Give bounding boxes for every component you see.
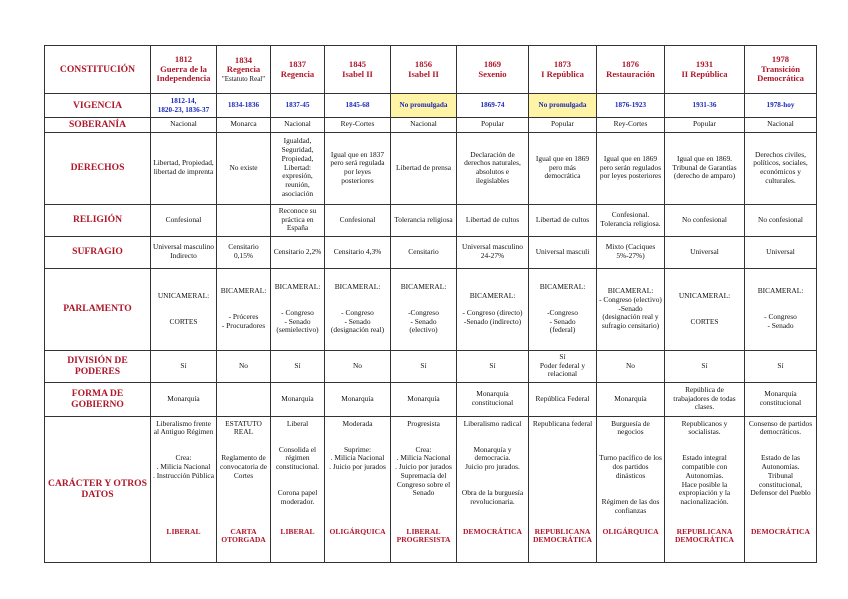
division-cell: Sí bbox=[391, 350, 457, 382]
derechos-cell: Igual que en 1869 pero serán regulados por leyes posteriores bbox=[597, 132, 665, 204]
constitution-year: 1812 bbox=[174, 53, 193, 64]
parlamento-cell: UNICAMERAL: CORTES bbox=[151, 268, 217, 350]
row-caracter bbox=[45, 416, 817, 562]
division-cell: No bbox=[217, 350, 271, 382]
vigencia-cell: 1931-36 bbox=[665, 94, 745, 118]
constitution-header-9 bbox=[745, 46, 817, 94]
forma-cell: Monarquía bbox=[151, 382, 217, 416]
religion-cell bbox=[217, 204, 271, 236]
vigencia-cell: 1978-hoy bbox=[745, 94, 817, 118]
soberania-cell: Popular bbox=[529, 118, 597, 133]
constitution-year: 1978 bbox=[771, 53, 790, 64]
constitution-period: Regencia bbox=[226, 64, 261, 75]
constitution-year: 1876 bbox=[621, 58, 640, 69]
caracter-tag: DEMOCRÁTICA bbox=[462, 526, 523, 536]
soberania-cell: Popular bbox=[665, 118, 745, 133]
caracter-cell bbox=[597, 416, 665, 562]
row-label-religion: RELIGIÓN bbox=[45, 204, 151, 236]
caracter-cell bbox=[271, 416, 325, 562]
religion-cell: No confesional bbox=[745, 204, 817, 236]
caracter-text: ESTATUTO REAL Reglamento de convocatoria de Cortes bbox=[220, 419, 267, 480]
division-cell: Sí bbox=[457, 350, 529, 382]
constitution-period: I República bbox=[541, 68, 584, 79]
caracter-cell bbox=[529, 416, 597, 562]
constitution-header-4 bbox=[391, 46, 457, 94]
row-division bbox=[45, 350, 817, 382]
religion-cell: Tolerancia religiosa bbox=[391, 204, 457, 236]
constitution-header-7 bbox=[597, 46, 665, 94]
constitution-subtitle: "Estatuto Real" bbox=[221, 75, 266, 84]
row-religion bbox=[45, 204, 817, 236]
parlamento-cell: UNICAMERAL: CORTES bbox=[665, 268, 745, 350]
sufragio-cell: Censitario 2,2% bbox=[271, 236, 325, 268]
vigencia-cell: No promulgada bbox=[529, 94, 597, 118]
forma-cell: Monarquía constitucional bbox=[745, 382, 817, 416]
religion-cell: Confesional bbox=[325, 204, 391, 236]
parlamento-cell: BICAMERAL: - Congreso (electivo) -Senado (designación real y sufragio censitario) bbox=[597, 268, 665, 350]
forma-cell: Monarquía bbox=[271, 382, 325, 416]
soberania-cell: Nacional bbox=[151, 118, 217, 133]
derechos-cell: Derechos civiles, políticos, sociales, económicos y culturales. bbox=[745, 132, 817, 204]
constitution-year: 1834 bbox=[234, 54, 253, 65]
derechos-cell: Libertad de prensa bbox=[391, 132, 457, 204]
constitution-period: Isabel II bbox=[408, 68, 439, 79]
row-vigencia bbox=[45, 94, 817, 118]
caracter-text: Republicanos y socialistas. Estado integral compatible con Autonomías. Hace posible la expropiación y la nacionalización. bbox=[678, 419, 731, 507]
row-label-vigencia: VIGENCIA bbox=[45, 94, 151, 118]
division-cell: Sí bbox=[271, 350, 325, 382]
sufragio-cell: Universal bbox=[745, 236, 817, 268]
caracter-text: Republicana federal bbox=[532, 419, 593, 428]
parlamento-cell: BICAMERAL: - Congreso - Senado (semielectivo) bbox=[271, 268, 325, 350]
constitution-year: 1931 bbox=[695, 58, 714, 69]
division-cell: No bbox=[597, 350, 665, 382]
division-cell: Sí bbox=[745, 350, 817, 382]
caracter-cell bbox=[665, 416, 745, 562]
caracter-cell bbox=[217, 416, 271, 562]
constitution-period: Regencia bbox=[280, 68, 315, 79]
parlamento-cell: BICAMERAL: -Congreso - Senado (electivo) bbox=[391, 268, 457, 350]
parlamento-cell: BICAMERAL: - Congreso (directo) -Senado (indirecto) bbox=[457, 268, 529, 350]
derechos-cell: Igual que en 1869 pero más democrática bbox=[529, 132, 597, 204]
row-label-sufragio: SUFRAGIO bbox=[45, 236, 151, 268]
sufragio-cell: Universal bbox=[665, 236, 745, 268]
religion-cell: Libertad de cultos bbox=[529, 204, 597, 236]
row-label-parlamento: PARLAMENTO bbox=[45, 268, 151, 350]
derechos-cell: Igualdad, Seguridad, Propiedad, Libertad: expresión, reunión, asociación bbox=[271, 132, 325, 204]
table-body bbox=[45, 46, 817, 563]
religion-cell: No confesional bbox=[665, 204, 745, 236]
division-cell: No bbox=[325, 350, 391, 382]
forma-cell bbox=[217, 382, 271, 416]
constitution-header-8 bbox=[665, 46, 745, 94]
caracter-tag: OLIGÁRQUICA bbox=[602, 526, 659, 536]
constitution-year: 1869 bbox=[483, 58, 502, 69]
forma-cell: Monarquía bbox=[391, 382, 457, 416]
constitution-header-2 bbox=[271, 46, 325, 94]
division-cell: Sí Poder federal y relacional bbox=[529, 350, 597, 382]
forma-cell: Monarquía bbox=[597, 382, 665, 416]
caracter-text: Liberalismo radical Monarquía y democracia. Juicio pro jurados. Obra de la burguesía revolucionaria. bbox=[461, 419, 524, 507]
soberania-cell: Nacional bbox=[271, 118, 325, 133]
religion-cell: Confesional bbox=[151, 204, 217, 236]
vigencia-cell: 1812-14, 1820-23, 1836-37 bbox=[151, 94, 217, 118]
caracter-cell bbox=[391, 416, 457, 562]
sufragio-cell: Universal masculi bbox=[529, 236, 597, 268]
caracter-tag: LIBERAL bbox=[280, 526, 315, 536]
caracter-text: Burguesía de negocios Turno pacífico de los dos partidos dinásticos Régimen de las dos confianzas bbox=[599, 419, 662, 515]
religion-cell: Reconoce su práctica en España bbox=[271, 204, 325, 236]
constitution-header-6 bbox=[529, 46, 597, 94]
soberania-cell: Nacional bbox=[391, 118, 457, 133]
constitution-year: 1845 bbox=[348, 58, 367, 69]
caracter-text: Consenso de partidos democráticos. Estado de las Autonomías. Tribunal constitucional, Defensor del Pueblo bbox=[748, 419, 813, 498]
row-label-soberania: SOBERANÍA bbox=[45, 118, 151, 133]
caracter-tag: LIBERAL PROGRESISTA bbox=[396, 526, 451, 544]
division-cell: Sí bbox=[151, 350, 217, 382]
caracter-cell bbox=[457, 416, 529, 562]
constitution-period: Guerra de la Independencia bbox=[156, 63, 211, 84]
sufragio-cell: Universal masculino 24-27% bbox=[457, 236, 529, 268]
parlamento-cell: BICAMERAL: - Congreso - Senado (designación real) bbox=[325, 268, 391, 350]
row-sufragio bbox=[45, 236, 817, 268]
forma-cell: Monarquía bbox=[325, 382, 391, 416]
vigencia-cell: No promulgada bbox=[391, 94, 457, 118]
vigencia-cell: 1876-1923 bbox=[597, 94, 665, 118]
soberania-cell: Rey-Cortes bbox=[325, 118, 391, 133]
vigencia-cell: 1837-45 bbox=[271, 94, 325, 118]
row-soberania bbox=[45, 118, 817, 133]
constitution-period: Isabel II bbox=[342, 68, 373, 79]
forma-cell: Monarquía constitucional bbox=[457, 382, 529, 416]
sufragio-cell: Mixto (Caciques 5%-27%) bbox=[597, 236, 665, 268]
vigencia-cell: 1869-74 bbox=[457, 94, 529, 118]
sufragio-cell: Universal masculino Indirecto bbox=[151, 236, 217, 268]
constitution-period: Transición Democrática bbox=[757, 63, 804, 84]
caracter-tag: CARTA OTORGADA bbox=[221, 526, 266, 544]
soberania-cell: Nacional bbox=[745, 118, 817, 133]
row-label-forma: FORMA DE GOBIERNO bbox=[45, 382, 151, 416]
row-label-caracter: CARÁCTER Y OTROS DATOS bbox=[45, 416, 151, 562]
corner-label: CONSTITUCIÓN bbox=[45, 46, 151, 94]
parlamento-cell: BICAMERAL: -Congreso - Senado (federal) bbox=[529, 268, 597, 350]
soberania-cell: Popular bbox=[457, 118, 529, 133]
sufragio-cell: Censitario 0,15% bbox=[217, 236, 271, 268]
vigencia-cell: 1834-1836 bbox=[217, 94, 271, 118]
forma-cell: República de trabajadores de todas clases. bbox=[665, 382, 745, 416]
derechos-cell: Igual que en 1837 pero será regulada por leyes posteriores bbox=[325, 132, 391, 204]
constitution-period: II República bbox=[681, 68, 728, 79]
caracter-tag: REPUBLICANA DEMOCRÁTICA bbox=[532, 526, 593, 544]
sufragio-cell: Censitario 4,3% bbox=[325, 236, 391, 268]
caracter-text: Liberalismo frente al Antiguo Régimen Crea: . Milicia Nacional . Instrucción Pública bbox=[153, 419, 214, 480]
parlamento-cell: BICAMERAL: - Congreso - Senado bbox=[745, 268, 817, 350]
row-label-division: DIVISIÓN DE PODERES bbox=[45, 350, 151, 382]
constitution-header-1 bbox=[217, 46, 271, 94]
constitution-year: 1856 bbox=[414, 58, 433, 69]
caracter-text: Moderada Suprime: . Milicia Nacional . Juicio por jurados bbox=[329, 419, 386, 472]
caracter-cell bbox=[151, 416, 217, 562]
constitution-year: 1873 bbox=[553, 58, 572, 69]
row-derechos bbox=[45, 132, 817, 204]
caracter-text: Liberal Consolida el régimen constitucional. Corona papel moderador. bbox=[275, 419, 320, 507]
soberania-cell: Rey-Cortes bbox=[597, 118, 665, 133]
caracter-tag: OLIGÁRQUICA bbox=[329, 526, 386, 536]
derechos-cell: Libertad, Propiedad, libertad de imprenta bbox=[151, 132, 217, 204]
caracter-cell bbox=[745, 416, 817, 562]
constitution-header-3 bbox=[325, 46, 391, 94]
row-forma bbox=[45, 382, 817, 416]
header-row bbox=[45, 46, 817, 94]
row-parlamento bbox=[45, 268, 817, 350]
religion-cell: Libertad de cultos bbox=[457, 204, 529, 236]
caracter-cell bbox=[325, 416, 391, 562]
forma-cell: República Federal bbox=[529, 382, 597, 416]
row-label-derechos: DERECHOS bbox=[45, 132, 151, 204]
derechos-cell: Igual que en 1869. Tribunal de Garantías (derecho de amparo) bbox=[665, 132, 745, 204]
constitution-year: 1837 bbox=[288, 58, 307, 69]
constitution-header-5 bbox=[457, 46, 529, 94]
constitution-period: Restauración bbox=[606, 68, 655, 79]
religion-cell: Confesional. Tolerancia religiosa. bbox=[597, 204, 665, 236]
caracter-tag: LIBERAL bbox=[166, 526, 201, 536]
derechos-cell: Declaración de derechos naturales, absolutos e ilegislables bbox=[457, 132, 529, 204]
derechos-cell: No existe bbox=[217, 132, 271, 204]
constitution-header-0 bbox=[151, 46, 217, 94]
caracter-tag: DEMOCRÁTICA bbox=[750, 526, 811, 536]
caracter-text: Progresista Crea: . Milicia Nacional . Juicio por jurados Supremacía del Congreso sobre el Senado bbox=[395, 419, 452, 498]
division-cell: Sí bbox=[665, 350, 745, 382]
constitution-period: Sexenio bbox=[478, 68, 507, 79]
sufragio-cell: Censitario bbox=[391, 236, 457, 268]
vigencia-cell: 1845-68 bbox=[325, 94, 391, 118]
caracter-tag: REPUBLICANA DEMOCRÁTICA bbox=[674, 526, 735, 544]
soberania-cell: Monarca bbox=[217, 118, 271, 133]
constitutions-comparison-table bbox=[44, 45, 817, 563]
parlamento-cell: BICAMERAL: - Próceres - Procuradores bbox=[217, 268, 271, 350]
